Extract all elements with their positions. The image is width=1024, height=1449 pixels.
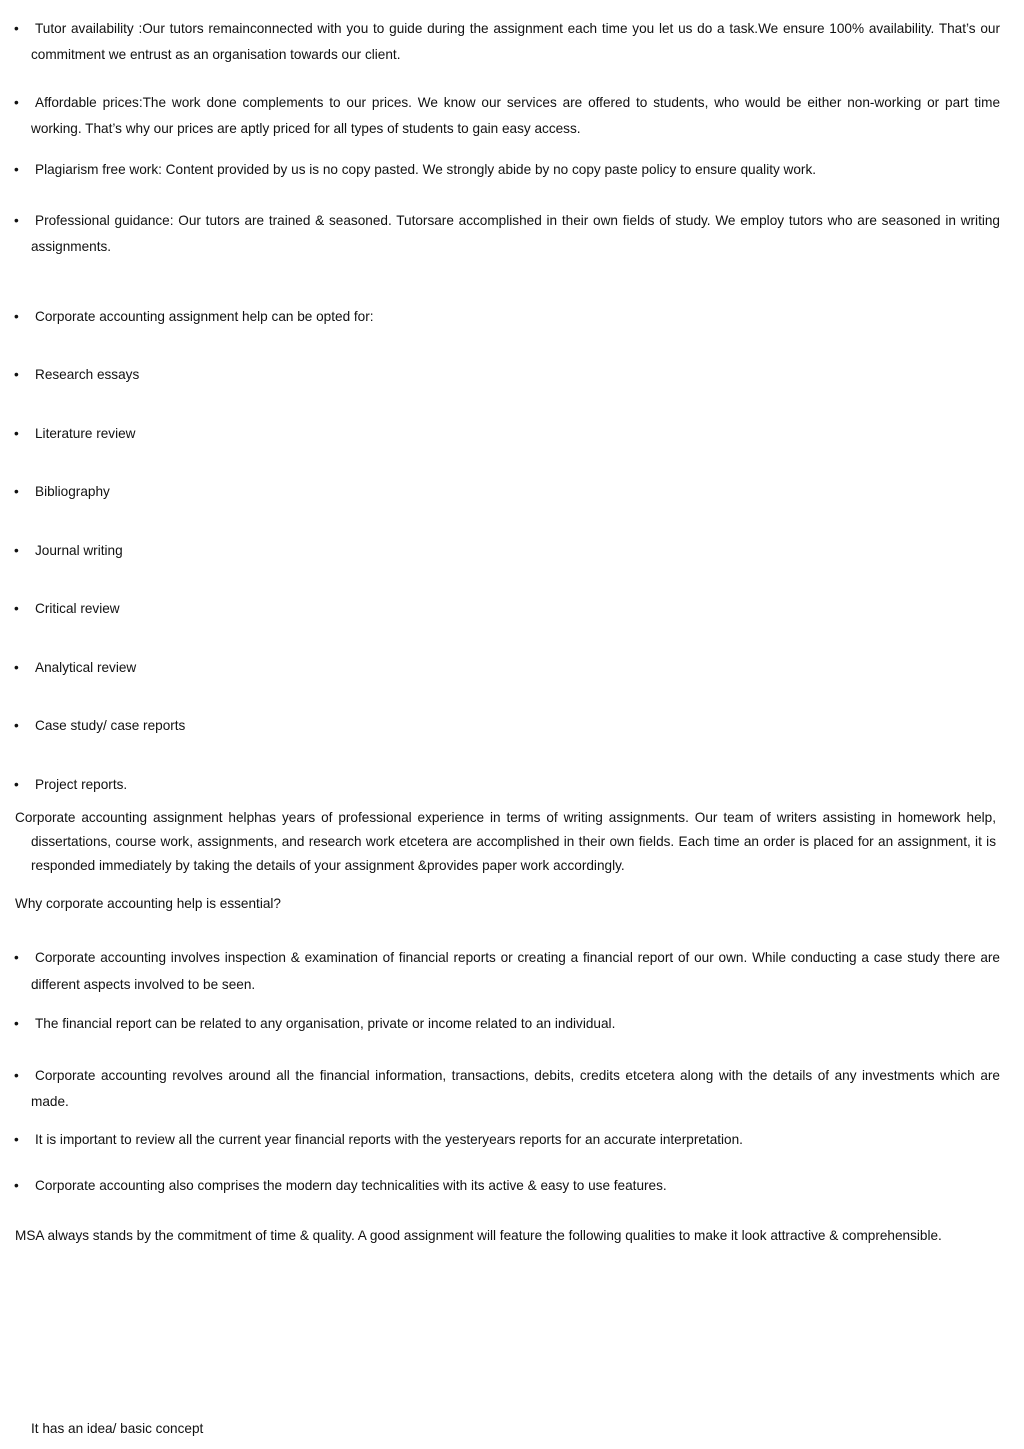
feature-bullet-2 bbox=[0, 90, 1024, 142]
feature-text: Affordable prices:The work done complements to our prices. We know our services are offered to students, who would be either non-working or part time working. That’s why our prices are aptly priced for all types of students to gain easy access. bbox=[31, 95, 1000, 136]
bullet-marker: • bbox=[14, 718, 19, 733]
bullet-marker: • bbox=[14, 950, 19, 965]
list-item-text: Critical review bbox=[35, 601, 120, 616]
bullet-marker: • bbox=[14, 426, 19, 441]
bullet-marker: • bbox=[14, 309, 19, 324]
list-item bbox=[0, 596, 1024, 622]
opted-for-heading-text: Corporate accounting assignment help can be opted for: bbox=[35, 309, 374, 324]
bullet-marker: • bbox=[14, 213, 19, 228]
bullet-marker: • bbox=[14, 95, 19, 110]
bullet-marker: • bbox=[14, 660, 19, 675]
bullet-marker: • bbox=[14, 1016, 19, 1031]
feature-bullet-4 bbox=[0, 208, 1024, 260]
bullet-marker: • bbox=[14, 601, 19, 616]
why-bullet-text: The financial report can be related to any organisation, private or income related to an individual. bbox=[35, 1016, 616, 1031]
list-item-text: Research essays bbox=[35, 367, 140, 382]
bullet-marker: • bbox=[14, 1132, 19, 1147]
list-item-text: Literature review bbox=[35, 426, 136, 441]
feature-bullet-1 bbox=[0, 16, 1024, 68]
why-bullet-text: Corporate accounting revolves around all the financial information, transactions, debits, credits etcetera along with the details of any investments which are made. bbox=[31, 1068, 1000, 1109]
list-item bbox=[0, 772, 1024, 798]
why-bullet-4 bbox=[0, 1127, 1024, 1153]
why-bullet-1 bbox=[0, 944, 1024, 998]
quality-item bbox=[0, 1419, 1024, 1439]
list-item bbox=[0, 362, 1024, 388]
bullet-marker: • bbox=[14, 484, 19, 499]
bullet-marker: • bbox=[14, 1068, 19, 1083]
feature-bullet-3 bbox=[0, 157, 1024, 183]
msa-paragraph-text: MSA always stands by the commitment of time & quality. A good assignment will feature the following qualities to make it look attractive & comprehensible. bbox=[15, 1228, 942, 1243]
list-item-text: Case study/ case reports bbox=[35, 718, 186, 733]
list-item-text: Project reports. bbox=[35, 777, 128, 792]
bullet-marker: • bbox=[14, 162, 19, 177]
why-heading bbox=[0, 894, 1024, 914]
feature-text: Plagiarism free work: Content provided by us is no copy pasted. We strongly abide by no copy paste policy to ensure quality work. bbox=[35, 162, 817, 177]
list-item-text: Bibliography bbox=[35, 484, 110, 499]
why-bullet-text: Corporate accounting involves inspection & examination of financial reports or creating a financial report of our own. While conducting a case study there are different aspects involved to be seen. bbox=[31, 950, 1000, 992]
bullet-marker: • bbox=[14, 1178, 19, 1193]
bullet-marker: • bbox=[14, 367, 19, 382]
feature-text: Tutor availability :Our tutors remainconnected with you to guide during the assignment each time you let us do a task.We ensure 100% availability. That’s our commitment we entrust as an organisation towards our client. bbox=[31, 21, 1000, 62]
bullet-marker: • bbox=[14, 21, 19, 36]
list-item bbox=[0, 538, 1024, 564]
bullet-marker: • bbox=[14, 777, 19, 792]
msa-paragraph bbox=[0, 1226, 1024, 1246]
list-item-text: Journal writing bbox=[35, 543, 123, 558]
list-item bbox=[0, 713, 1024, 739]
list-item bbox=[0, 655, 1024, 681]
why-bullet-text: Corporate accounting also comprises the modern day technicalities with its active & easy to use features. bbox=[35, 1178, 667, 1193]
list-item-text: Analytical review bbox=[35, 660, 137, 675]
feature-text: Professional guidance: Our tutors are trained & seasoned. Tutorsare accomplished in their own fields of study. We employ tutors who are seasoned in writing assignments. bbox=[31, 213, 1000, 254]
why-bullet-3 bbox=[0, 1063, 1024, 1115]
quality-item-text: It has an idea/ basic concept bbox=[31, 1421, 204, 1436]
opted-for-heading bbox=[0, 304, 1024, 330]
experience-paragraph-text: Corporate accounting assignment helphas years of professional experience in terms of writing assignments. Our team of writers assisting in homework help, dissertations, course work, assignments, and research work etcetera are accomplished in their own fields. Each time an order is placed for an assignment, it is responded immediately by taking the details of your assignment &provides paper work accordingly. bbox=[15, 810, 996, 873]
list-item bbox=[0, 479, 1024, 505]
experience-paragraph bbox=[0, 806, 1024, 878]
why-bullet-text: It is important to review all the current year financial reports with the yesteryears reports for an accurate interpretation. bbox=[35, 1132, 743, 1147]
why-heading-text: Why corporate accounting help is essential? bbox=[15, 896, 281, 911]
list-item bbox=[0, 421, 1024, 447]
why-bullet-2 bbox=[0, 1011, 1024, 1037]
bullet-marker: • bbox=[14, 543, 19, 558]
why-bullet-5 bbox=[0, 1173, 1024, 1199]
